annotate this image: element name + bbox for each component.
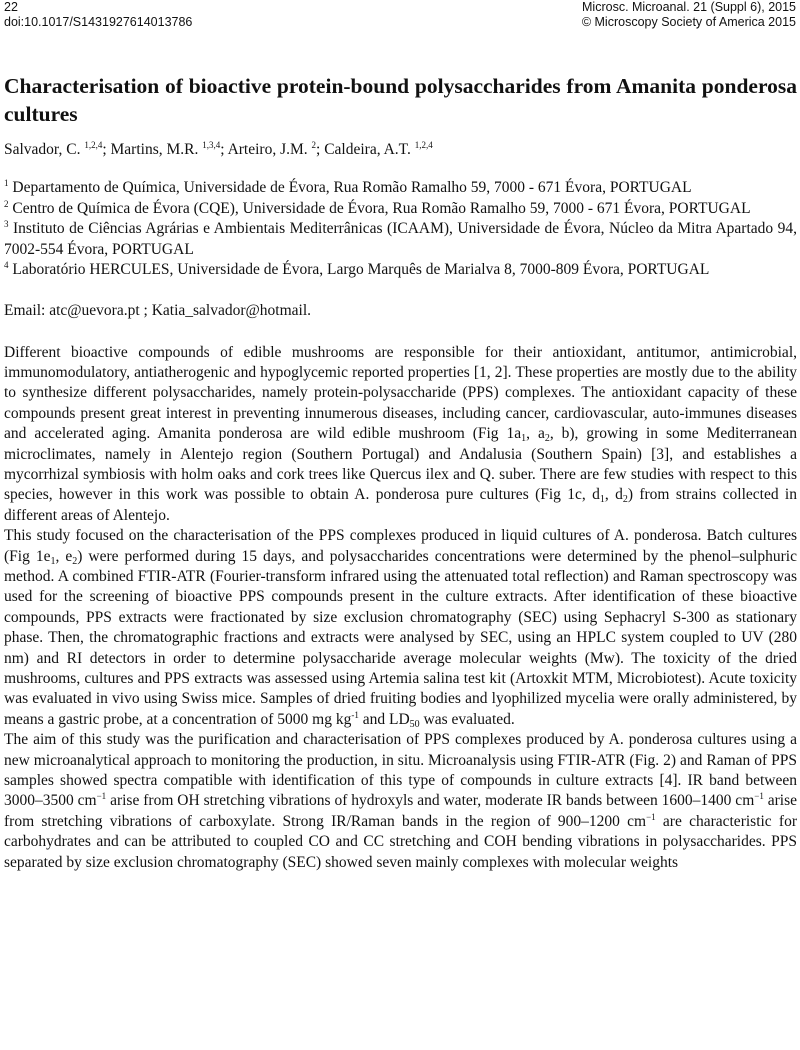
header-left — [4, 0, 192, 30]
author: Salvador, C. $^{1,2,4}$; — [4, 140, 111, 158]
article-title: Characterisation of bioactive protein-bound polysaccharides from Amanita ponderosa cultures — [4, 74, 797, 126]
paragraph: This study focused on the characterisation of the PPS complexes produced in liquid cultures of A. ponderosa. Batch cultures (Fig $1e_1$, $e_2$) were performed during 15 days, and polysaccharides concentrations were determined by the phenol–sulphuric method. A combined FTIR-ATR (Fourier-transform infrared using the attenuated total reflection) and Raman spectroscopy was used for the screening of bioactive PPS compounds present in the culture extracts. After identification of these bioactive compounds, PPS extracts were fractionated by size exclusion chromatography (SEC) using Sephacryl S-300 as stationary phase. Then, the chromatographic fractions and extracts were analysed by SEC, using an HPLC system coupled to UV (280 nm) and RI detectors in order to determine polysaccharide average molecular weights (Mw). The toxicity of the dried mushrooms, cultures and PPS extracts was assessed using Artemia salina test kit (Artoxkit MTM, Microbiotest). Acute toxicity was evaluated in vivo using Swiss mice. Samples of dried fruiting bodies and lyophilized mycelia were orally administered, by means a gastric probe, at a concentration of 5000 mg $kg^{-1}$ and $LD_{50}$ was evaluated. — [4, 527, 797, 730]
affiliation-list — [4, 178, 797, 281]
affiliation: $^2$ Centro de Química de Évora (CQE), Universidade de Évora, Rua Romão Ramalho 59, 7000 - 671 Évora, PORTUGAL — [4, 198, 751, 217]
paragraph: The aim of this study was the purification and characterisation of PPS complexes produced by A. ponderosa cultures using a new microanalytical approach to monitoring the production, in situ. Microanalysis using FTIR-ATR (Fig. 2) and Raman of PPS samples showed spectra compatible with identification of this type of compounds in culture extracts [4]. IR band between 3000–3500 $cm^{-1}$ arise from OH stretching vibrations of hydroxyls and water, moderate IR bands between 1600–1400 $cm^{-1}$ arise from stretching vibrations of carboxylate. Strong IR/Raman bands in the region of 900–1200 $cm^{-1}$ are characteristic for carbohydrates and can be attributed to coupled CO and CC stretching and COH bending vibrations in polysaccharides. PPS separated by size exclusion chromatography (SEC) showed seven mainly complexes with molecular weights — [4, 731, 797, 871]
affiliation: $^4$ Laboratório HERCULES, Universidade de Évora, Largo Marquês de Marialva 8, 7000-809 Évora, PORTUGAL — [4, 260, 710, 278]
header-right — [582, 0, 796, 30]
author: Arteiro, J.M. $^2$; — [227, 140, 325, 158]
abstract-body — [4, 343, 797, 874]
paragraph: Different bioactive compounds of edible mushrooms are responsible for their antioxidant, antitumor, antimicrobial, immunomodulatory, antiatherogenic and hypoglycemic reported properties [1, 2]. These properties are mostly due to the ability to synthesize different polysaccharides, namely protein-polysaccharide (PPS) complexes. The antioxidant capacity of these compounds present great interest in preventing innumerous diseases, including cancer, cardiovascular, auto-immunes diseases and accelerated aging. Amanita ponderosa are wild edible mushroom (Fig $1a_1$, $a_2$, b), growing in some Mediterranean microclimates, namely in Alentejo region (Southern Portugal) and Andalusia (Southern Spain) [3], and establishes a mycorrhizal symbiosis with holm oaks and cork trees like Quercus ilex and Q. suber. There are few studies with respect to this species, however in this work was possible to obtain A. ponderosa pure cultures (Fig 1c, $d_1$, $d_2$) from strains collected in different areas of Alentejo. — [4, 343, 797, 524]
author-list — [4, 140, 797, 160]
doi: doi:10.1017/S1431927614013786 — [4, 15, 193, 29]
article — [4, 72, 797, 873]
contact-email: Email: atc@uevora.pt ; Katia_salvador@hotmail. — [4, 301, 312, 319]
author: Martins, M.R. $^{1,3,4}$; — [110, 140, 228, 158]
author: Caldeira, A.T. $^{1,2,4}$ — [324, 140, 433, 158]
copyright: © Microscopy Society of America 2015 — [581, 15, 796, 29]
affiliation: $^3$ Instituto de Ciências Agrárias e Ambientais Mediterrânicas (ICAAM), Universidade de Évora, Núcleo da Mitra Apartado 94, 7002-554 Évora, PORTUGAL — [4, 219, 798, 258]
journal-citation: Microsc. Microanal. 21 (Suppl 6), 2015 — [582, 0, 796, 14]
page-number: 22 — [4, 0, 18, 14]
affiliation: $^1$ Departamento de Química, Universidade de Évora, Rua Romão Ramalho 59, 7000 - 671 Évora, PORTUGAL — [4, 178, 692, 196]
